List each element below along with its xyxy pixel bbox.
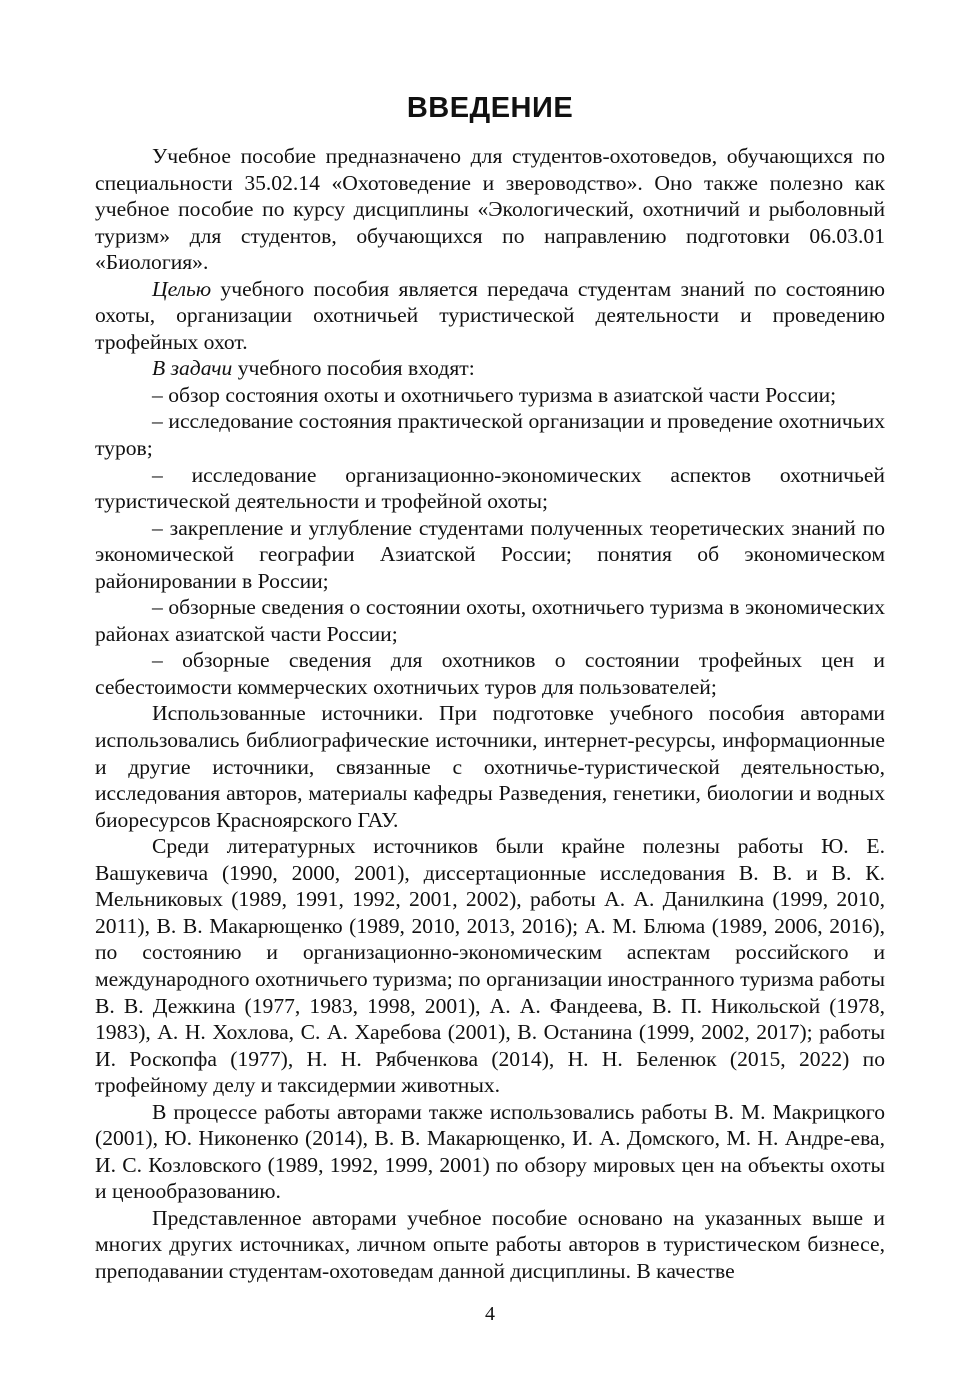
tasks-intro-text: учебного пособия входят: <box>232 356 475 381</box>
document-body <box>95 143 885 1285</box>
paragraph-purpose: Учебное пособие предназначено для студентов-охотоведов, обучающихся по специальности 35.02.14 «Охотоведение и звероводство». Оно также полезно как учебное пособие по курсу дисциплины «Экологический, охотничий и рыболовный туризм» для студентов, обучающихся по направлению подготовки 06.03.01 «Биология». <box>95 144 885 275</box>
paragraph-sources: Использованные источники. При подготовке учебного пособия авторами использовались библиографические источники, интернет-ресурсы, информационные и другие источники, связанные с охотничье-туристической деятельностью, исследования авторов, материалы кафедры Разведения, генетики, биологии и водных биоресурсов Красноярского ГАУ. <box>95 701 885 832</box>
task-item: – обзорные сведения для охотников о состоянии трофейных цен и себестоимости коммерческих охотничьих туров для пользователей; <box>95 648 885 699</box>
paragraph-literature: Среди литературных источников были крайне полезны работы Ю. Е. Вашукевича (1990, 2000, 2001), диссертационные исследования В. В. и В. К. Мельниковых (1989, 1991, 1992, 2001, 2002), работы А. А. Данилкина (1999, 2010, 2011), В. В. Макарющенко (1989, 2010, 2013, 2016); А. М. Блюма (1989, 2006, 2016), по состоянию и организационно-экономическим аспектам российского и международного охотничьего туризма; по организации иностранного туризма работы В. В. Дежкина (1977, 1983, 1998, 2001), А. А. Фандеева, В. П. Никольской (1978, 1983), А. Н. Хохлова, С. А. Харебова (2001), В. Останина (1999, 2002, 2017); работы И. Роскопфа (1977), Н. Н. Рябченкова (2014), Н. Н. Беленюк (2015, 2022) по трофейному делу и таксидермии животных. <box>95 834 885 1098</box>
paragraph-goal <box>95 276 885 356</box>
paragraph-tasks-intro <box>95 355 885 382</box>
page-number: 4 <box>485 1303 495 1325</box>
goal-emphasis: Целью <box>152 276 212 301</box>
page-title: ВВЕДЕНИЕ <box>406 92 574 124</box>
goal-text: учебного пособия является передача студентам знаний по состоянию охоты, организации охотничьей туристической деятельности и проведению трофейных охот. <box>95 276 885 354</box>
paragraph-basis: Представленное авторами учебное пособие основано на указанных выше и многих других источниках, личном опыте работы авторов в туристическом бизнесе, преподавании студентам-охотоведам данной дисциплины. В качестве <box>95 1205 885 1283</box>
task-item: – закрепление и углубление студентами полученных теоретических знаний по экономической географии Азиатской России; понятия об экономическом районировании в России; <box>95 515 885 593</box>
task-item: – исследование состояния практической организации и проведение охотничьих туров; <box>95 409 885 461</box>
page-content <box>95 88 885 1285</box>
task-item: – обзорные сведения о состоянии охоты, охотничьего туризма в экономических районах азиатской части России; <box>95 595 885 646</box>
paragraph-works: В процессе работы авторами также использовались работы В. М. Макрицкого (2001), Ю. Никоненко (2014), В. В. Макарющенко, И. А. Домского, М. Н. Андре-ева, И. С. Козловского (1989, 1992, 1999, 2001) по обзору мировых цен на объекты охоты и ценообразованию. <box>95 1099 885 1204</box>
task-item: – обзор состояния охоты и охотничьего туризма в азиатской части России; <box>152 382 837 407</box>
task-item: – исследование организационно-экономических аспектов охотничьей туристической деятельности и трофейной охоты; <box>95 462 885 514</box>
tasks-emphasis: В задачи <box>152 356 233 381</box>
